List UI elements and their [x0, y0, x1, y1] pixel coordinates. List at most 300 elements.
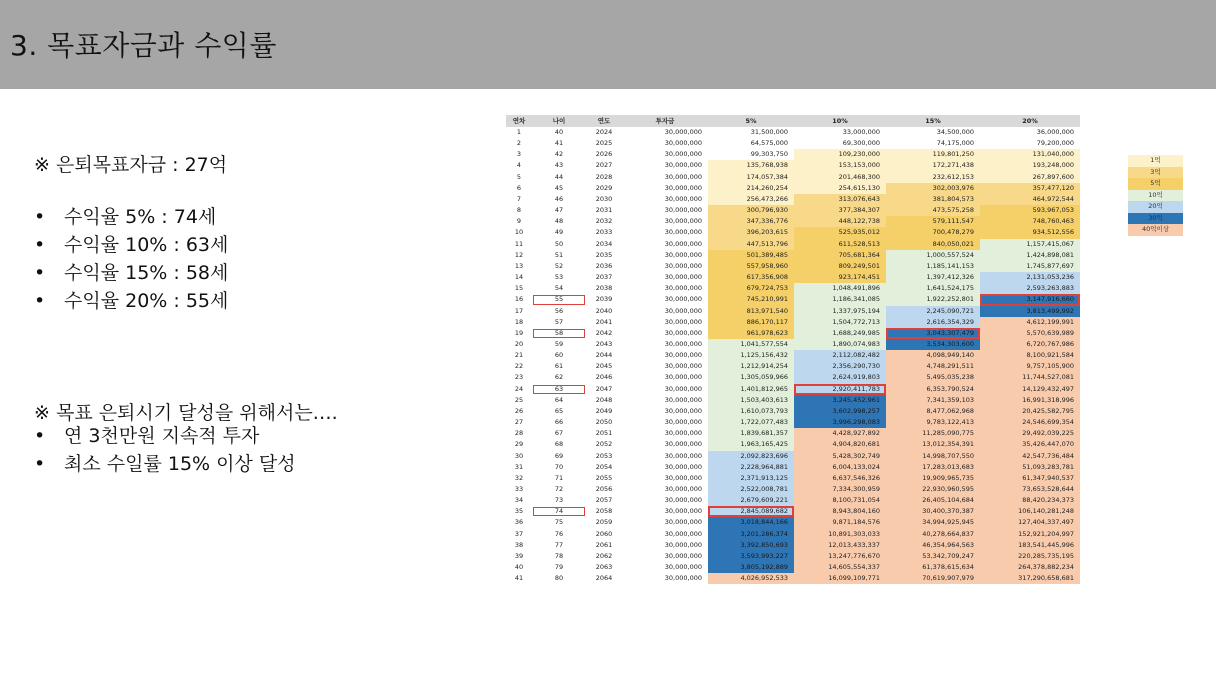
returns-item: • 수익율 5% : 74세	[32, 203, 228, 231]
table-cell: 131,040,000	[980, 149, 1080, 160]
table-row	[506, 149, 1080, 160]
table-cell: 2,593,263,883	[980, 283, 1080, 294]
table-cell: 73,653,528,644	[980, 484, 1080, 495]
table-cell: 2049	[595, 406, 613, 415]
table-cell: 9,757,105,900	[980, 361, 1080, 372]
table-cell: 46	[554, 194, 564, 203]
table-cell: 2,679,609,221	[708, 495, 794, 506]
table-cell: 2,845,089,682	[708, 506, 794, 517]
table-cell: 6,720,767,986	[980, 339, 1080, 350]
table-cell: 2,245,090,721	[886, 306, 980, 317]
table-cell: 30,000,000	[664, 194, 702, 203]
table-row	[506, 361, 1080, 372]
table-row	[506, 451, 1080, 462]
table-row	[506, 183, 1080, 194]
table-cell: 67	[554, 429, 564, 438]
table-row	[506, 306, 1080, 317]
table-cell: 3	[516, 150, 522, 159]
table-cell: 45	[554, 183, 564, 192]
table-cell: 30,000,000	[664, 540, 702, 549]
table-cell: 2,616,354,329	[886, 317, 980, 328]
legend-item: 30억	[1128, 213, 1183, 225]
table-cell: 2037	[595, 273, 613, 282]
table-cell: 183,541,445,996	[980, 540, 1080, 551]
table-cell: 3,018,844,166	[708, 517, 794, 528]
table-cell: 30,000,000	[664, 551, 702, 560]
table-cell: 2,131,053,236	[980, 272, 1080, 283]
table-cell: 2,624,919,803	[794, 372, 886, 383]
table-row	[506, 127, 1080, 138]
table-cell: 2030	[595, 194, 613, 203]
table-cell: 611,528,513	[794, 239, 886, 250]
table-cell: 4,098,949,140	[886, 350, 980, 361]
table-cell: 679,724,753	[708, 283, 794, 294]
table-cell: 13,012,354,391	[886, 439, 980, 450]
table-cell: 8,100,921,584	[980, 350, 1080, 361]
table-row	[506, 540, 1080, 551]
table-cell: 30,000,000	[664, 328, 702, 337]
table-cell: 57	[554, 317, 564, 326]
table-cell: 6,004,133,024	[794, 462, 886, 473]
table-row	[506, 484, 1080, 495]
table-cell: 78	[554, 551, 564, 560]
table-cell: 77	[554, 540, 564, 549]
table-cell: 30,400,370,387	[886, 506, 980, 517]
table-cell: 35	[514, 507, 524, 516]
table-cell: 52	[554, 261, 564, 270]
table-cell: 2043	[595, 339, 613, 348]
table-cell: 1,503,403,613	[708, 395, 794, 406]
table-cell: 302,003,976	[886, 183, 980, 194]
table-cell: 3,043,307,479	[886, 328, 980, 339]
table-cell: 99,303,750	[750, 150, 788, 159]
table-cell: 2057	[595, 496, 613, 505]
table-cell: 30,000,000	[664, 440, 702, 449]
table-cell: 4	[516, 161, 522, 170]
table-cell: 56	[554, 306, 564, 315]
table-cell: 71	[554, 473, 564, 482]
table-row	[506, 529, 1080, 540]
table-cell: 2031	[595, 206, 613, 215]
table-cell: 4,026,952,533	[708, 573, 794, 584]
table-row	[506, 562, 1080, 573]
table-row	[506, 428, 1080, 439]
legend-item: 3억	[1128, 167, 1183, 179]
table-cell: 5,495,035,238	[886, 372, 980, 383]
table-cell: 300,796,930	[708, 205, 794, 216]
table-cell: 30,000,000	[664, 306, 702, 315]
table-cell: 30,000,000	[664, 351, 702, 360]
table-cell: 20	[514, 339, 524, 348]
table-cell: 501,389,485	[708, 250, 794, 261]
table-cell: 31	[514, 462, 524, 471]
table-cell: 15	[514, 284, 524, 293]
table-cell: 30,000,000	[664, 183, 702, 192]
table-cell: 2032	[595, 217, 613, 226]
table-cell: 39	[514, 551, 524, 560]
table-cell: 36	[514, 518, 524, 527]
table-row	[506, 216, 1080, 227]
table-cell: 40,278,664,837	[886, 529, 980, 540]
legend-item: 5억	[1128, 178, 1183, 190]
table-body	[506, 127, 1080, 584]
table-cell: 2055	[595, 473, 613, 482]
table-cell: 2059	[595, 518, 613, 527]
table-cell: 30,000,000	[664, 284, 702, 293]
returns-item: • 수익율 20% : 55세	[32, 287, 228, 315]
table-cell: 14	[514, 273, 524, 282]
table-cell: 617,356,908	[708, 272, 794, 283]
table-cell: 357,477,120	[980, 183, 1080, 194]
table-cell: 46,354,964,563	[886, 540, 980, 551]
table-cell: 2061	[595, 540, 613, 549]
table-cell: 2036	[595, 261, 613, 270]
table-cell: 30,000,000	[664, 317, 702, 326]
table-cell: 381,804,573	[886, 194, 980, 205]
table-cell: 75	[554, 518, 564, 527]
table-cell: 1,000,557,524	[886, 250, 980, 261]
table-row	[506, 172, 1080, 183]
table-cell: 3,805,192,889	[708, 562, 794, 573]
table-cell: 5	[516, 172, 522, 181]
table-cell: 88,420,234,373	[980, 495, 1080, 506]
table-cell: 17,283,013,683	[886, 462, 980, 473]
table-cell: 2054	[595, 462, 613, 471]
table-cell: 10,891,303,033	[794, 529, 886, 540]
table-cell: 2,092,823,696	[708, 451, 794, 462]
table-cell: 30,000,000	[664, 239, 702, 248]
table-cell: 43	[554, 161, 564, 170]
table-cell: 152,921,204,997	[980, 529, 1080, 540]
table-cell: 1,641,524,175	[886, 283, 980, 294]
table-cell: 13,247,776,670	[794, 551, 886, 562]
table-cell: 4,904,820,681	[794, 439, 886, 450]
table-row	[506, 227, 1080, 238]
table-row	[506, 573, 1080, 584]
table-cell: 1,722,077,483	[708, 417, 794, 428]
header-bar	[0, 0, 1216, 89]
table-cell: 153,153,000	[794, 160, 886, 171]
legend-item: 20억	[1128, 201, 1183, 213]
table-cell: 3,245,452,961	[794, 395, 886, 406]
table-cell: 64,575,000	[750, 139, 788, 148]
table-cell: 49	[554, 228, 564, 237]
table-cell: 347,336,776	[708, 216, 794, 227]
table-cell: 3,201,286,374	[708, 529, 794, 540]
table-row	[506, 473, 1080, 484]
table-cell: 26,405,104,684	[886, 495, 980, 506]
table-cell: 53	[554, 273, 564, 282]
table-cell: 74	[532, 506, 586, 517]
table-cell: 65	[554, 406, 564, 415]
legend-item: 1억	[1128, 155, 1183, 167]
table-cell: 2027	[595, 161, 613, 170]
table-cell: 61,347,940,537	[980, 473, 1080, 484]
table-cell: 14,998,707,550	[886, 451, 980, 462]
table-cell: 3,392,850,693	[708, 540, 794, 551]
table-cell: 41	[554, 139, 564, 148]
table-cell: 448,122,738	[794, 216, 886, 227]
table-cell: 1,157,415,067	[980, 239, 1080, 250]
table-cell: 16	[514, 295, 524, 304]
table-cell: 2042	[595, 328, 613, 337]
table-cell: 2048	[595, 395, 613, 404]
table-cell: 8	[516, 206, 522, 215]
table-cell: 10	[514, 228, 524, 237]
table-cell: 2,356,290,730	[794, 361, 886, 372]
table-cell: 61	[554, 362, 564, 371]
table-cell: 30,000,000	[664, 339, 702, 348]
table-row	[506, 283, 1080, 294]
table-cell: 3,147,916,660	[980, 294, 1080, 305]
table-cell: 51	[554, 250, 564, 259]
table-cell: 923,174,451	[794, 272, 886, 283]
table-cell: 1,688,249,985	[794, 328, 886, 339]
table-cell: 12,013,433,337	[794, 540, 886, 551]
table-header-row	[506, 115, 1080, 127]
table-cell: 396,203,615	[708, 227, 794, 238]
table-cell: 3,534,303,600	[886, 339, 980, 350]
table-row	[506, 138, 1080, 149]
table-cell: 30,000,000	[664, 150, 702, 159]
table-row	[506, 517, 1080, 528]
table-cell: 59	[554, 339, 564, 348]
table-cell: 34,500,000	[936, 128, 974, 136]
table-cell: 2052	[595, 440, 613, 449]
table-cell: 6,353,790,524	[886, 384, 980, 395]
table-cell: 2064	[595, 574, 613, 583]
table-cell: 256,473,266	[708, 194, 794, 205]
table-cell: 14,605,554,337	[794, 562, 886, 573]
table-cell: 2,228,964,881	[708, 462, 794, 473]
table-cell: 1,424,898,081	[980, 250, 1080, 261]
table-cell: 22	[514, 362, 524, 371]
table-row	[506, 261, 1080, 272]
table-cell: 53,342,709,247	[886, 551, 980, 562]
table-row	[506, 462, 1080, 473]
table-cell: 840,050,021	[886, 239, 980, 250]
table-row	[506, 439, 1080, 450]
table-cell: 30,000,000	[664, 563, 702, 572]
table-cell: 447,513,796	[708, 239, 794, 250]
table-cell: 11,744,527,081	[980, 372, 1080, 383]
table-cell: 2047	[595, 384, 613, 393]
table-cell: 18	[514, 317, 524, 326]
table-cell: 6,637,546,326	[794, 473, 886, 484]
table-cell: 47	[554, 206, 564, 215]
table-cell: 2	[516, 139, 522, 148]
table-cell: 3,593,993,227	[708, 551, 794, 562]
col-header: 10%	[794, 115, 886, 127]
table-cell: 2063	[595, 563, 613, 572]
table-cell: 2038	[595, 284, 613, 293]
table-cell: 11,285,090,775	[886, 428, 980, 439]
table-cell: 30,000,000	[664, 529, 702, 538]
table-cell: 2051	[595, 429, 613, 438]
table-cell: 5,570,639,989	[980, 328, 1080, 339]
table-cell: 36,000,000	[1036, 128, 1074, 136]
table-cell: 29,492,039,225	[980, 428, 1080, 439]
table-cell: 30,000,000	[664, 161, 702, 170]
table-cell: 700,478,279	[886, 227, 980, 238]
table-cell: 267,897,600	[980, 172, 1080, 183]
table-row	[506, 395, 1080, 406]
table-row	[506, 372, 1080, 383]
table-cell: 109,230,000	[794, 149, 886, 160]
table-cell: 8,477,062,968	[886, 406, 980, 417]
table-cell: 16,991,318,996	[980, 395, 1080, 406]
table-cell: 30,000,000	[664, 574, 702, 583]
table-cell: 30,000,000	[664, 429, 702, 438]
table-cell: 35,426,447,070	[980, 439, 1080, 450]
table-row	[506, 384, 1080, 395]
table-cell: 19	[514, 328, 524, 337]
strategy-list	[32, 422, 296, 478]
table-cell: 55	[532, 294, 586, 305]
table-cell: 41	[514, 574, 524, 583]
returns-list	[32, 203, 228, 315]
table-cell: 30,000,000	[664, 128, 702, 136]
table-cell: 557,958,960	[708, 261, 794, 272]
table-cell: 2058	[595, 507, 613, 516]
table-cell: 51,093,283,781	[980, 462, 1080, 473]
table-cell: 30,000,000	[664, 451, 702, 460]
table-row	[506, 205, 1080, 216]
table-cell: 74,175,000	[936, 139, 974, 148]
table-cell: 12	[514, 250, 524, 259]
table-cell: 22,930,960,595	[886, 484, 980, 495]
table-cell: 30,000,000	[664, 250, 702, 259]
table-cell: 220,285,735,195	[980, 551, 1080, 562]
table-cell: 32	[514, 473, 524, 482]
col-header: 연차	[506, 115, 532, 127]
table-cell: 705,681,364	[794, 250, 886, 261]
table-row	[506, 339, 1080, 350]
table-cell: 4,748,291,511	[886, 361, 980, 372]
table-cell: 3,813,499,992	[980, 306, 1080, 317]
table-cell: 16,099,109,771	[794, 573, 886, 584]
table-cell: 813,971,540	[708, 306, 794, 317]
table-cell: 2,920,411,783	[794, 384, 886, 395]
table-cell: 174,057,384	[708, 172, 794, 183]
returns-item: • 수익율 10% : 63세	[32, 231, 228, 259]
table-cell: 2062	[595, 551, 613, 560]
col-header: 나이	[532, 115, 586, 127]
legend-item: 40억이상	[1128, 224, 1183, 236]
table-cell: 1,041,577,554	[708, 339, 794, 350]
table-cell: 30,000,000	[664, 373, 702, 382]
table-row	[506, 250, 1080, 261]
table-cell: 9	[516, 217, 522, 226]
table-cell: 38	[514, 540, 524, 549]
table-cell: 2041	[595, 317, 613, 326]
table-cell: 1,048,491,896	[794, 283, 886, 294]
col-header: 15%	[886, 115, 980, 127]
table-row	[506, 239, 1080, 250]
table-cell: 254,615,130	[794, 183, 886, 194]
table-cell: 6	[516, 183, 522, 192]
table-cell: 1,185,141,153	[886, 261, 980, 272]
table-cell: 1,922,252,801	[886, 294, 980, 305]
table-cell: 264,378,882,234	[980, 562, 1080, 573]
table-cell: 30,000,000	[664, 217, 702, 226]
table-cell: 30,000,000	[664, 261, 702, 270]
table-cell: 21	[514, 351, 524, 360]
table-cell: 135,768,938	[708, 160, 794, 171]
table-cell: 1,839,681,357	[708, 428, 794, 439]
table-cell: 13	[514, 261, 524, 270]
color-legend	[1128, 155, 1183, 236]
table-cell: 1,305,059,966	[708, 372, 794, 383]
table-cell: 30,000,000	[664, 395, 702, 404]
table-cell: 961,978,623	[708, 328, 794, 339]
table-cell: 2,371,913,125	[708, 473, 794, 484]
table-cell: 42	[554, 150, 564, 159]
table-cell: 2056	[595, 485, 613, 493]
table-cell: 1,610,073,793	[708, 406, 794, 417]
table-cell: 313,076,643	[794, 194, 886, 205]
table-cell: 44	[554, 172, 564, 181]
table-cell: 593,967,053	[980, 205, 1080, 216]
table-cell: 24	[514, 384, 524, 393]
table-cell: 2,522,008,781	[708, 484, 794, 495]
projection-table-wrap	[506, 115, 1080, 584]
table-cell: 2035	[595, 250, 613, 259]
table-cell: 2040	[595, 306, 613, 315]
table-cell: 72	[554, 485, 564, 493]
table-cell: 30,000,000	[664, 384, 702, 393]
table-cell: 68	[554, 440, 564, 449]
table-cell: 2039	[595, 295, 613, 304]
table-cell: 1,397,412,326	[886, 272, 980, 283]
projection-table	[506, 115, 1080, 584]
table-cell: 2026	[595, 150, 613, 159]
table-cell: 37	[514, 529, 524, 538]
table-cell: 60	[554, 351, 564, 360]
table-cell: 464,972,544	[980, 194, 1080, 205]
table-cell: 29	[514, 440, 524, 449]
table-cell: 28	[514, 429, 524, 438]
table-cell: 9,783,122,413	[886, 417, 980, 428]
table-cell: 26	[514, 406, 524, 415]
table-cell: 4,612,199,991	[980, 317, 1080, 328]
page-title: 3. 목표자금과 수익률	[10, 29, 277, 62]
table-row	[506, 551, 1080, 562]
table-cell: 2050	[595, 418, 613, 427]
table-cell: 30,000,000	[664, 139, 702, 148]
table-cell: 1,212,914,254	[708, 361, 794, 372]
table-cell: 8,100,731,054	[794, 495, 886, 506]
table-cell: 232,612,153	[886, 172, 980, 183]
table-row	[506, 272, 1080, 283]
table-cell: 5,428,302,749	[794, 451, 886, 462]
table-cell: 377,384,307	[794, 205, 886, 216]
returns-item: • 수익율 15% : 58세	[32, 259, 228, 287]
table-cell: 69,300,000	[842, 139, 880, 148]
table-cell: 1,745,877,697	[980, 261, 1080, 272]
table-cell: 1,125,156,432	[708, 350, 794, 361]
table-cell: 20,425,582,795	[980, 406, 1080, 417]
table-cell: 30,000,000	[664, 462, 702, 471]
table-cell: 30,000,000	[664, 295, 702, 304]
table-cell: 1	[516, 128, 522, 136]
table-cell: 2034	[595, 239, 613, 248]
table-cell: 66	[554, 418, 564, 427]
table-cell: 33	[514, 485, 524, 493]
table-cell: 63	[532, 384, 586, 395]
table-cell: 119,801,250	[886, 149, 980, 160]
table-cell: 23	[514, 373, 524, 382]
